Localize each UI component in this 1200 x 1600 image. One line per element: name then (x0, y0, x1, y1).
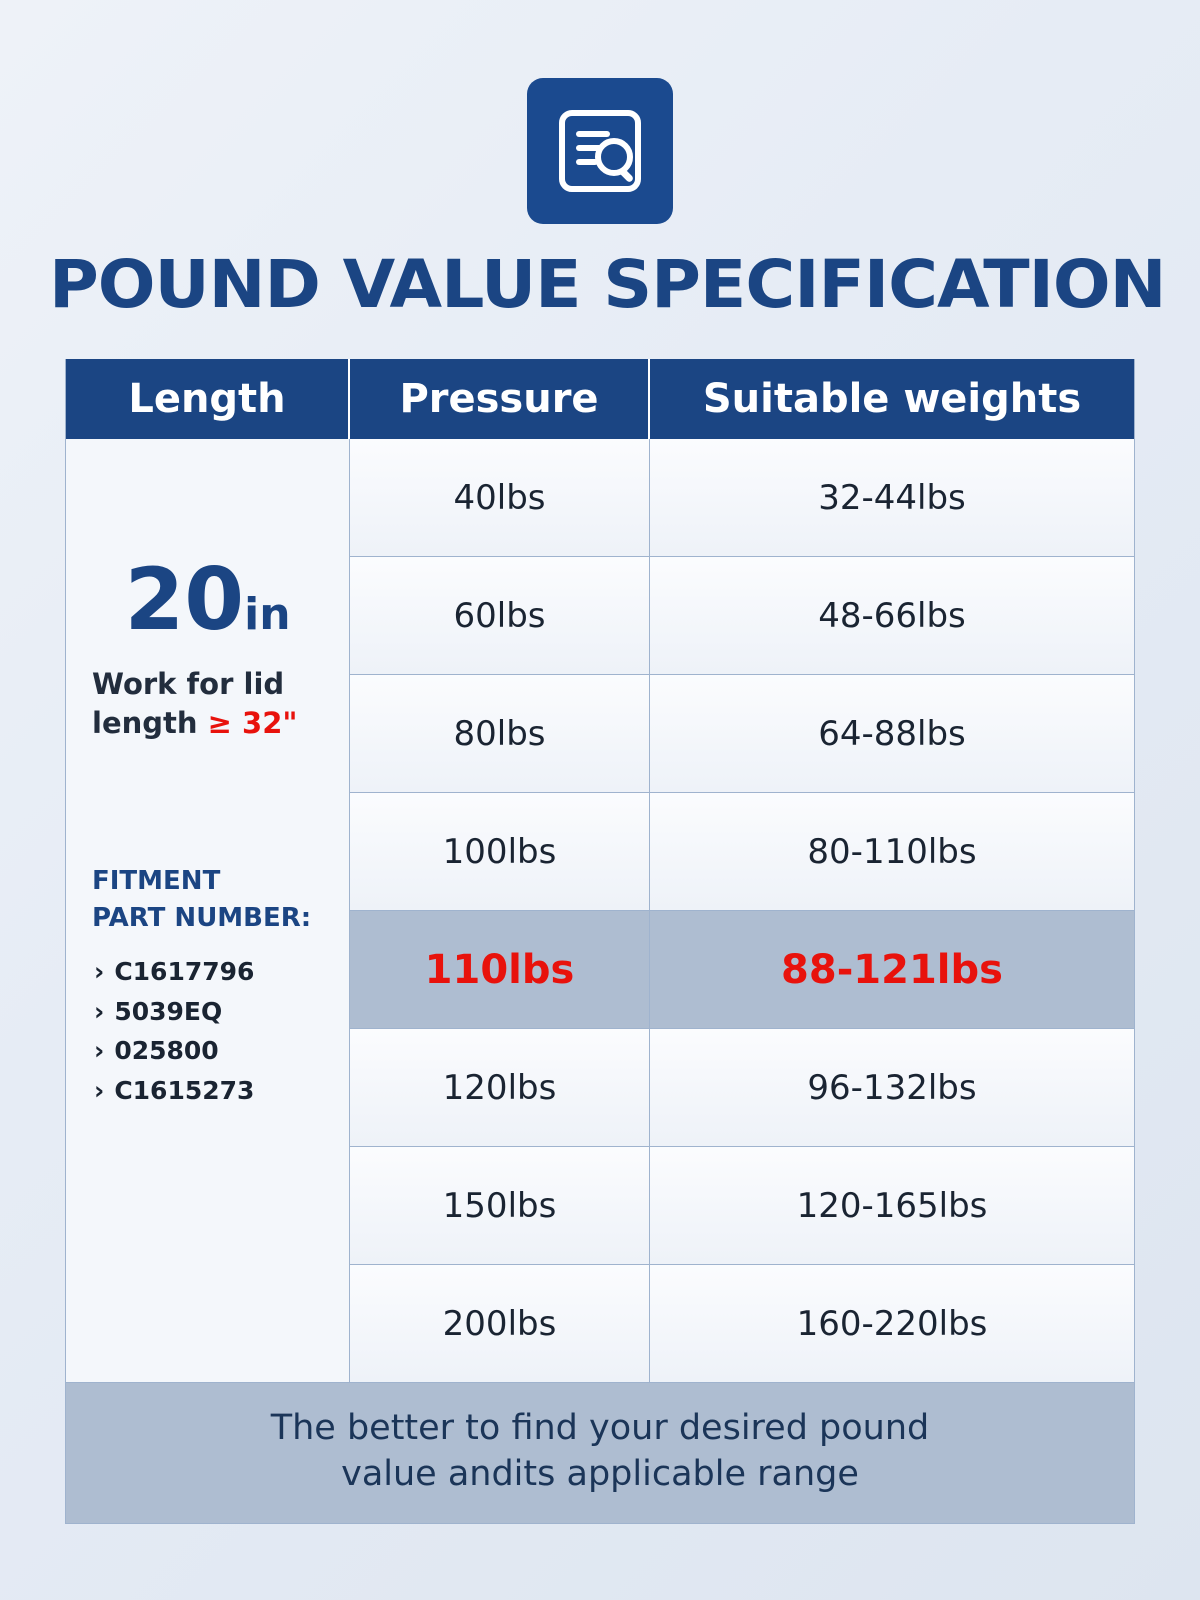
length-column (66, 439, 350, 1382)
table-row (350, 439, 1134, 557)
part-number: 5039EQ (114, 996, 223, 1026)
logo-container (65, 0, 1135, 224)
weights-value: 88-121lbs (781, 946, 1003, 993)
pressure-value: 110lbs (350, 911, 650, 1028)
pressure-value: 100lbs (350, 793, 650, 910)
pressure-value: 200lbs (350, 1265, 650, 1382)
weights-value: 96-132lbs (807, 1067, 977, 1108)
pressure-value: 80lbs (350, 675, 650, 792)
lid-note-line1: Work for lid (92, 667, 285, 701)
chevron-right-icon: › (94, 1075, 105, 1105)
footer-line1: The better to find your desired pound (270, 1408, 930, 1448)
part-number: C1615273 (114, 1075, 255, 1105)
weights-value: 160-220lbs (796, 1303, 988, 1344)
table-row-highlighted (350, 911, 1134, 1029)
header-length: Length (66, 359, 350, 439)
table-row (350, 557, 1134, 675)
weights-value: 32-44lbs (818, 477, 966, 518)
pressure-value: 150lbs (350, 1147, 650, 1264)
pressure-value: 40lbs (350, 439, 650, 556)
lid-length-note (88, 665, 327, 743)
weights-value: 48-66lbs (818, 595, 966, 636)
chevron-right-icon: › (94, 1036, 105, 1066)
part-number-list (88, 952, 327, 1110)
table-row (350, 675, 1134, 793)
pressure-value: 60lbs (350, 557, 650, 674)
spec-table (65, 359, 1135, 1383)
pressure-value: 120lbs (350, 1029, 650, 1146)
list-item (94, 1031, 327, 1071)
footer-note (65, 1383, 1135, 1524)
length-number: 20 (124, 550, 245, 650)
length-value (88, 550, 327, 650)
weights-value: 120-165lbs (796, 1185, 988, 1226)
table-header-row (66, 359, 1134, 439)
length-unit: in (244, 589, 291, 640)
chevron-right-icon: › (94, 996, 105, 1026)
table-body (66, 439, 1134, 1382)
lid-note-line2-prefix: length (92, 706, 208, 741)
table-row (350, 1265, 1134, 1382)
page-title: POUND VALUE SPECIFICATION (48, 246, 1166, 323)
fitment-label-line2: PART NUMBER: (92, 902, 312, 933)
list-item (94, 992, 327, 1032)
lid-note-highlight: ≥ 32" (207, 706, 298, 741)
fitment-label (88, 863, 327, 936)
document-search-icon (527, 78, 673, 224)
weights-value: 64-88lbs (818, 713, 966, 754)
table-row (350, 1147, 1134, 1265)
footer-line2: value andits applicable range (341, 1454, 859, 1495)
list-item (94, 952, 327, 992)
header-suitable-weights: Suitable weights (702, 376, 1082, 422)
part-number: 025800 (114, 1036, 219, 1066)
weights-value: 80-110lbs (807, 831, 977, 872)
list-item (94, 1071, 327, 1111)
header-pressure: Pressure (350, 359, 650, 439)
table-row (350, 1029, 1134, 1147)
spec-rows (350, 439, 1134, 1382)
chevron-right-icon: › (94, 957, 105, 987)
table-row (350, 793, 1134, 911)
fitment-label-line1: FITMENT (92, 866, 221, 897)
part-number: C1617796 (114, 957, 255, 987)
